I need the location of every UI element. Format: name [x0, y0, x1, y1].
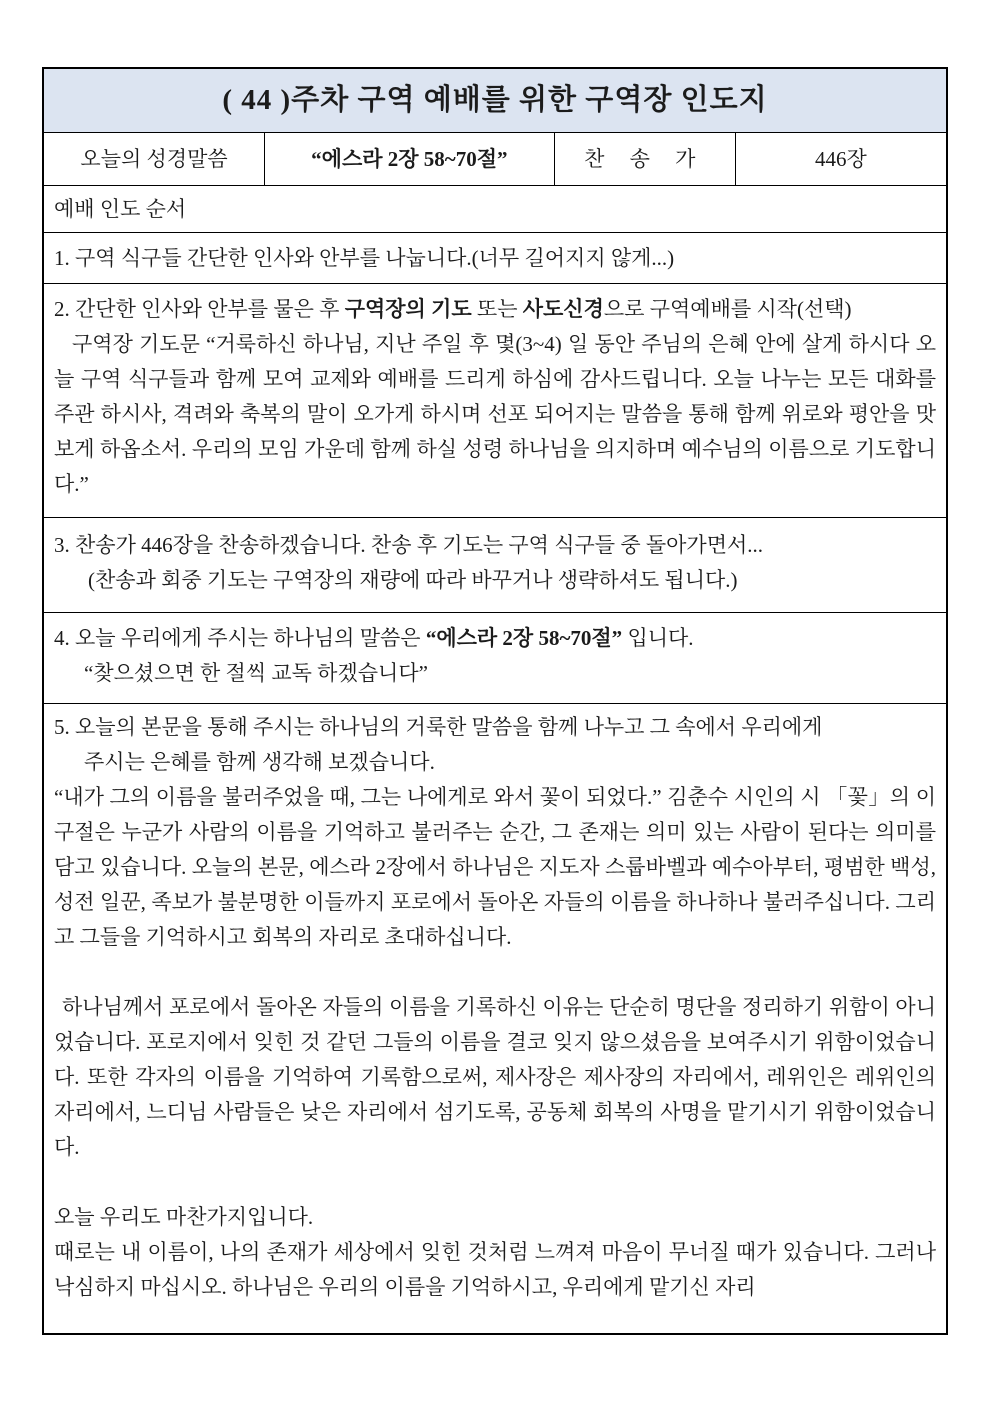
step3-line1: 3. 찬송가 446장을 찬송하겠습니다. 찬송 후 기도는 구역 식구들 중 돌아가면서...: [54, 533, 764, 557]
step2-text-2: 또는: [471, 297, 523, 321]
step5-paragraph-2: 하나님께서 포로에서 돌아온 자들의 이름을 기록하신 이유는 단순히 명단을 정리하기 위함이 아니었습니다. 포로지에서 잊힌 것 같던 그들의 이름을 결코 잊지 않으셨음을 보여주시기 위함이었습니다. 또한 각자의 이름을 기억하여 기록함으로써, 제사장은 제사장의 자리에서, 레위인은 레위인의 자리에서, 느디님 사람들은 낮은 자리에서 섬기도록, 공동체 회복의 사명을 맡기시기 위함이었습니다.: [54, 995, 936, 1159]
step2-bold-creed: 사도신경: [522, 297, 604, 321]
step4-text-2: 입니다.: [622, 626, 694, 650]
step1-row: [44, 232, 946, 283]
step5-paragraph-4: 때로는 내 이름이, 나의 존재가 세상에서 잊힌 것처럼 느껴져 마음이 무너질 때가 있습니다. 그러나 낙심하지 마십시오. 하나님은 우리의 이름을 기억하시고, 우리에게 맡기신 자리: [54, 1240, 936, 1299]
step1-text: 1. 구역 식구들 간단한 인사와 안부를 나눕니다.(너무 길어지지 않게...): [54, 245, 675, 270]
step5-row: [44, 703, 946, 1333]
scripture-label-cell: 오늘의 성경말씀: [80, 146, 228, 171]
step2-prayer-text: 구역장 기도문 “거룩하신 하나님, 지난 주일 후 몇(3~4) 일 동안 주님의 은혜 안에 살게 하시다 오늘 구역 식구들과 함께 모여 교제와 예배를 드리게 하심에 감사드립니다. 오늘 나누는 모든 대화를 주관 하시사, 격려와 축복의 말이 오가게 하시며 선포 되어지는 말씀을 통해 함께 위로와 평안을 맛보게 하옵소서. 우리의 모임 가운데 함께 하실 성령 하나님을 의지하며 예수님의 이름으로 기도합니다.”: [54, 332, 936, 496]
step4-line1: [54, 621, 936, 656]
step5-line1: 5. 오늘의 본문을 통해 주시는 하나님의 거룩한 말씀을 함께 나누고 그 속에서 우리에게: [54, 715, 823, 739]
step2-text-1: 2. 간단한 인사와 안부를 물은 후: [54, 297, 345, 321]
step5-paragraph-3: 오늘 우리도 마찬가지입니다.: [54, 1205, 314, 1229]
step4-row: [44, 612, 946, 703]
order-header-label: 예배 인도 순서: [54, 196, 187, 221]
step2-bold-prayer: 구역장의 기도: [344, 297, 472, 321]
order-header-row: [44, 185, 946, 232]
step3-row: [44, 517, 946, 612]
step4-line2: “찾으셨으면 한 절씩 교독 하겠습니다”: [84, 661, 428, 685]
scripture-value-cell: “에스라 2장 58~70절”: [264, 133, 554, 185]
step2-text-3: 으로 구역예배를 시작(선택): [603, 297, 852, 321]
step5-paragraph-1: “내가 그의 이름을 불러주었을 때, 그는 나에게로 와서 꽃이 되었다.” 김춘수 시인의 시 「꽃」의 이 구절은 누군가 사람의 이름을 기억하고 불러주는 순간, 그 존재는 의미 있는 사람이 된다는 의미를 담고 있습니다. 오늘의 본문, 에스라 2장에서 하나님은 지도자 스룹바벨과 예수아부터, 평범한 백성, 성전 일꾼, 족보가 불분명한 이들까지 포로에서 돌아온 자들의 이름을 하나하나 불러주십니다. 그리고 그들을 기억하시고 회복의 자리로 초대하십니다.: [54, 785, 936, 949]
step4-bold-scripture: “에스라 2장 58~70절”: [425, 626, 623, 650]
worship-guide-table: [42, 67, 948, 1335]
hymn-value-cell: 446장: [735, 133, 946, 185]
scripture-hymn-row: [44, 132, 946, 185]
step3-line2: (찬송과 회중 기도는 구역장의 재량에 따라 바꾸거나 생략하셔도 됩니다.): [88, 568, 738, 592]
step2-line: [54, 292, 936, 327]
step5-line2: 주시는 은혜를 함께 생각해 보겠습니다.: [84, 750, 435, 774]
document-title: ( 44 )주차 구역 예배를 위한 구역장 인도지: [44, 69, 946, 132]
step4-text-1: 4. 오늘 우리에게 주시는 하나님의 말씀은: [54, 626, 426, 650]
step2-row: [44, 283, 946, 517]
hymn-label-cell: 찬 송 가: [554, 133, 735, 185]
